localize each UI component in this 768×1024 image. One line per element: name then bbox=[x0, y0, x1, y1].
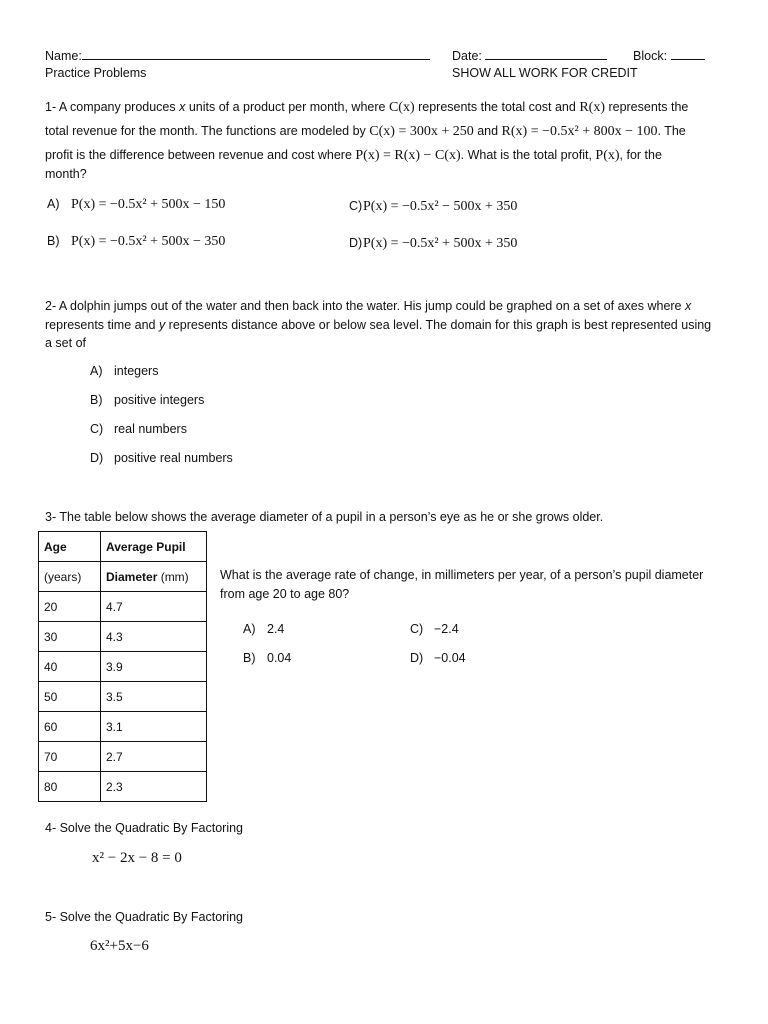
block-field[interactable] bbox=[633, 48, 705, 63]
q2-option-a[interactable]: A) integers bbox=[90, 364, 159, 378]
q2-line-3: a set of bbox=[45, 336, 86, 350]
q3-option-c[interactable]: C) −2.4 bbox=[410, 622, 459, 636]
subtitle-left: Practice Problems bbox=[45, 66, 147, 80]
table-header-row-2 bbox=[39, 562, 207, 592]
q1-option-b[interactable]: B) P(x) = −0.5x² + 500x − 350 bbox=[47, 234, 226, 249]
name-field[interactable] bbox=[45, 48, 430, 63]
q3-option-a[interactable]: A) 2.4 bbox=[243, 622, 285, 636]
table-row: 30 4.3 bbox=[39, 622, 207, 652]
block-label: Block: bbox=[633, 49, 668, 63]
q4-equation: x² − 2x − 8 = 0 bbox=[92, 850, 182, 866]
q4-title: 4- Solve the Quadratic By Factoring bbox=[45, 821, 244, 835]
q1-option-a[interactable]: A) P(x) = −0.5x² + 500x − 150 bbox=[47, 197, 226, 212]
q3-option-b[interactable]: B) 0.04 bbox=[243, 651, 292, 665]
q1-line-4: month? bbox=[45, 167, 87, 181]
header-diameter-mm: Diameter (mm) bbox=[101, 562, 207, 592]
q1-option-c[interactable]: C)P(x) = −0.5x² − 500x + 350 bbox=[349, 199, 518, 214]
q2-line-2: represents time and y represents distance above or below sea level. The domain for this graph is best represented using bbox=[45, 318, 712, 332]
date-field[interactable] bbox=[452, 48, 607, 63]
q2-line-1: 2- A dolphin jumps out of the water and then back into the water. His jump could be graphed on a set of axes where x bbox=[45, 299, 692, 313]
q1-option-d[interactable]: D)P(x) = −0.5x² + 500x + 350 bbox=[349, 236, 518, 251]
q3-question-line-2: from age 20 to age 80? bbox=[220, 587, 350, 601]
header-age: Age bbox=[39, 532, 101, 562]
q5-equation: 6x²+5x−6 bbox=[90, 938, 149, 954]
q3-option-d[interactable]: D) −0.04 bbox=[410, 651, 466, 665]
q1-line-2: total revenue for the month. The functions are modeled by C(x) = 300x + 250 and R(x) = −0.5x² + 800x − 100. The bbox=[45, 124, 686, 139]
name-label: Name: bbox=[45, 49, 82, 63]
q3-intro: 3- The table below shows the average diameter of a pupil in a person’s eye as he or she grows older. bbox=[45, 510, 604, 524]
subtitle-right: SHOW ALL WORK FOR CREDIT bbox=[452, 66, 638, 80]
pupil-diameter-table bbox=[38, 531, 207, 802]
name-blank[interactable] bbox=[82, 48, 430, 60]
q1-line-1: 1- A company produces x units of a product per month, where C(x) represents the total cost and R(x) represents the bbox=[45, 100, 689, 115]
table-row: 80 2.3 bbox=[39, 772, 207, 802]
header-average-pupil: Average Pupil bbox=[101, 532, 207, 562]
table-row: 70 2.7 bbox=[39, 742, 207, 772]
q3-question-line-1: What is the average rate of change, in millimeters per year, of a person’s pupil diameter bbox=[220, 568, 704, 582]
block-blank[interactable] bbox=[671, 48, 705, 60]
table-row: 40 3.9 bbox=[39, 652, 207, 682]
date-blank[interactable] bbox=[485, 48, 607, 60]
table-row: 60 3.1 bbox=[39, 712, 207, 742]
q2-option-c[interactable]: C) real numbers bbox=[90, 422, 187, 436]
q2-option-d[interactable]: D) positive real numbers bbox=[90, 451, 233, 465]
q5-title: 5- Solve the Quadratic By Factoring bbox=[45, 910, 244, 924]
table-row: 20 4.7 bbox=[39, 592, 207, 622]
q1-line-3: profit is the difference between revenue and cost where P(x) = R(x) − C(x). What is the total profit, P(x), for the bbox=[45, 148, 662, 163]
date-label: Date: bbox=[452, 49, 482, 63]
q2-option-b[interactable]: B) positive integers bbox=[90, 393, 205, 407]
header-years: (years) bbox=[39, 562, 101, 592]
table-row: 50 3.5 bbox=[39, 682, 207, 712]
table-header-row-1 bbox=[39, 532, 207, 562]
